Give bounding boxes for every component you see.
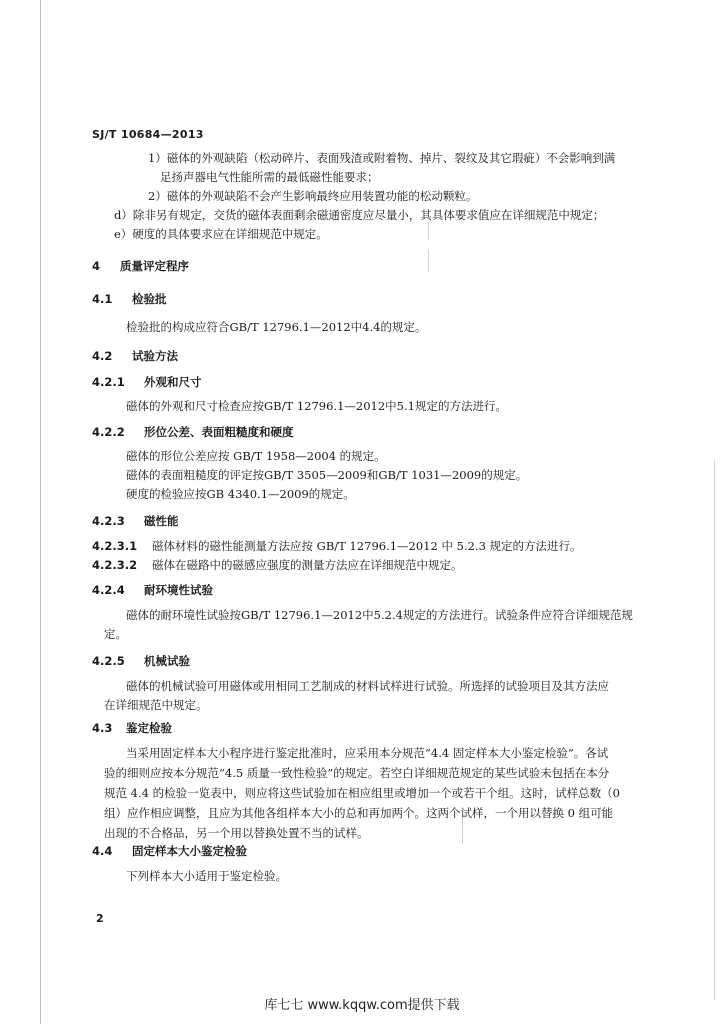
body-line: 磁体的机械试验可用磁体或用相同工艺制成的材料试样进行试验。所选择的试验项目及其方法应: [126, 679, 609, 693]
section-number: 4.3: [92, 721, 113, 735]
body-line: d）除非另有规定，交货的磁体表面剩余磁通密度应尽量小，其具体要求值应在详细规范中规定；: [114, 208, 605, 222]
body-line: 1）磁体的外观缺陷（松动碎片、表面残渣或附着物、掉片、裂纹及其它瑕疵）不会影响到满: [148, 151, 616, 165]
section-number: 4.2.3.2: [92, 558, 138, 572]
body-line: 磁体的形位公差应按 GB/T 1958—2004 的规定。: [126, 449, 386, 463]
body-line: 足扬声器电气性能所需的最低磁性能要求；: [160, 170, 379, 184]
body-line: 磁体在磁路中的磁感应强度的测量方法应在详细规范中规定。: [152, 558, 463, 572]
body-line: 磁体的耐环境性试验按GB/T 12796.1—2012中5.2.4规定的方法进行。试验条件应符合详细规范规: [126, 608, 633, 622]
section-title: 形位公差、表面粗糙度和硬度: [144, 425, 294, 439]
body-line: 出现的不合格品，另一个用以替换处置不当的试样。: [104, 826, 369, 840]
scan-right-edge: [714, 460, 715, 1000]
body-line: 当采用固定样本大小程序进行鉴定批准时，应采用本分规范“4.4 固定样本大小鉴定检验”。各试: [126, 746, 609, 760]
body-line: 下列样本大小适用于鉴定检验。: [126, 869, 287, 883]
body-line: 硬度的检验应按GB 4340.1—2009的规定。: [126, 487, 355, 501]
body-line: 2）磁体的外观缺陷不会产生影响最终应用装置功能的松动颗粒。: [148, 189, 478, 203]
section-number: 4.2.5: [92, 654, 125, 668]
section-number: 4.1: [92, 292, 113, 306]
section-number: 4.2.3.1: [92, 539, 138, 553]
body-line: 磁体材料的磁性能测量方法应按 GB/T 12796.1—2012 中 5.2.3 规定的方法进行。: [152, 539, 582, 553]
scan-speck: [428, 250, 429, 272]
section-title: 机械试验: [144, 654, 190, 668]
section-title: 耐环境性试验: [144, 583, 213, 597]
section-title: 外观和尺寸: [144, 375, 202, 389]
section-title: 固定样本大小鉴定检验: [132, 844, 247, 858]
section-title: 磁性能: [144, 514, 179, 528]
section-number: 4.4: [92, 844, 113, 858]
scan-speck: [462, 818, 463, 844]
body-line: 磁体的外观和尺寸检查应按GB/T 12796.1—2012中5.1规定的方法进行。: [126, 399, 507, 413]
body-line: 验的细则应按本分规范“4.5 质量一致性检验”的规定。若空白详细规范规定的某些试验未包括在本分: [104, 766, 610, 780]
section-title: 试验方法: [132, 349, 178, 363]
body-line: 在详细规范中规定。: [104, 698, 208, 712]
section-number: 4.2.1: [92, 375, 125, 389]
section-number: 4.2.3: [92, 514, 125, 528]
body-line: 定。: [104, 627, 127, 641]
section-number: 4: [92, 259, 101, 273]
body-line: 规范 4.4 的检验一览表中，则应将这些试验加在相应组里或增加一个或若干个组。这时，试样总数（0: [104, 786, 620, 800]
scan-speck: [428, 222, 429, 240]
page-number: 2: [96, 912, 104, 925]
section-number: 4.2: [92, 349, 113, 363]
section-number: 4.2.4: [92, 583, 125, 597]
section-title: 质量评定程序: [120, 259, 189, 273]
scan-left-edge: [40, 0, 41, 1024]
body-line: 磁体的表面粗糙度的评定按GB/T 3505—2009和GB/T 1031—2009的规定。: [126, 468, 528, 482]
body-line: e）硬度的具体要求应在详细规范中规定。: [114, 227, 328, 241]
body-line: 组）应作相应调整，且应为其他各组样本大小的总和再加两个。这两个试样，一个用以替换 0 组可能: [104, 806, 614, 820]
standard-number: SJ/T 10684—2013: [92, 128, 204, 141]
section-title: 鉴定检验: [126, 721, 172, 735]
body-line: 检验批的构成应符合GB/T 12796.1—2012中4.4的规定。: [126, 320, 427, 334]
download-footer: 库七七 www.kqqw.com提供下载: [264, 998, 460, 1013]
section-title: 检验批: [132, 292, 167, 306]
section-number: 4.2.2: [92, 425, 125, 439]
